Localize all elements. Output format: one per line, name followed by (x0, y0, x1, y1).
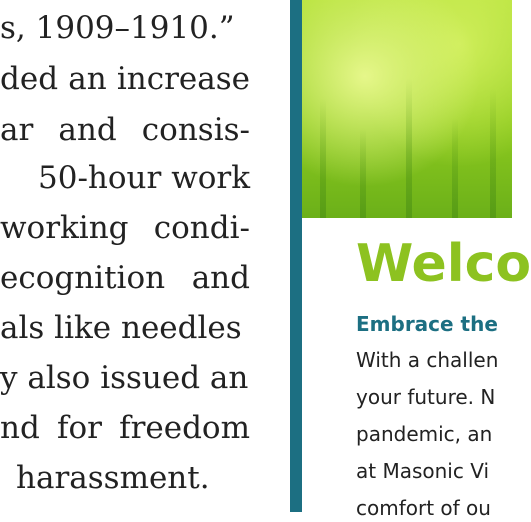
book-text-line: als like needles (0, 310, 242, 346)
grass-blade (452, 118, 458, 218)
book-text-line: s, 1909–1910.” (0, 10, 235, 46)
book-text-line: harassment. (16, 460, 210, 496)
brochure-body-line: your future. N (356, 385, 496, 409)
grass-photo (302, 0, 512, 218)
embrace-subheading: Embrace the (356, 312, 498, 336)
brochure-body-line: comfort of ou (356, 496, 491, 520)
brochure-body-line: With a challen (356, 348, 499, 372)
brochure-body-line: pandemic, an (356, 422, 493, 446)
grass-blade (320, 98, 326, 218)
grass-blade (406, 78, 412, 218)
welcome-heading: Welco (356, 234, 531, 294)
brochure-column (302, 0, 531, 520)
book-text-line: ded an increase (0, 61, 250, 97)
book-text-line: nd for freedom (0, 410, 250, 446)
book-text-line: ecognition and (0, 260, 250, 296)
brochure-body-line: at Masonic Vi (356, 459, 490, 483)
book-text-line: ar and consis- (0, 112, 250, 148)
grass-blade (360, 128, 366, 218)
book-text-line: y also issued an (0, 360, 249, 396)
grass-blade (490, 88, 496, 218)
book-text-line: 50-hour work (38, 160, 250, 196)
column-divider-bar (290, 0, 302, 512)
book-text-line: working condi- (0, 210, 250, 246)
